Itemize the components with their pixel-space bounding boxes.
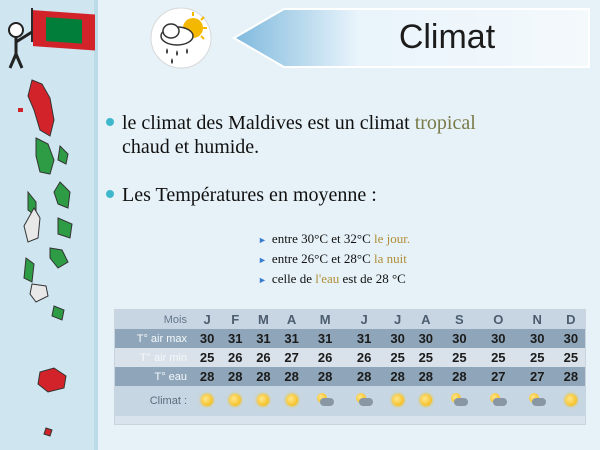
row-label: T° eau [115,367,193,386]
table-cell: 27 [278,348,306,367]
table-cell: 25 [518,348,557,367]
month-cell: J [193,310,221,329]
month-cell: A [412,310,440,329]
table-cell: 28 [345,367,384,386]
sub-item-text: entre 26°C et 28°C [271,251,375,266]
sub-item-highlight: l'eau [315,271,340,286]
climate-cell [557,386,585,416]
partly-cloudy-icon [315,393,335,407]
table-cell: 26 [306,348,345,367]
table-cell: 25 [557,348,585,367]
row-label: Mois [115,310,193,329]
month-cell: J [384,310,412,329]
sun-icon [420,394,432,406]
table-row-air-min [115,348,585,367]
flag-figure-icon [2,2,98,72]
sun-icon [565,394,577,406]
table-cell: 30 [518,329,557,348]
title-banner [232,8,592,68]
sun-icon [286,394,298,406]
table-cell: 28 [193,367,221,386]
row-label: Climat : [115,386,193,416]
climate-table-grid [115,310,585,416]
table-cell: 31 [345,329,384,348]
sub-item-water [258,270,406,289]
arrow-right-icon: ► [258,275,267,285]
month-cell: S [440,310,479,329]
sun-icon [392,394,404,406]
month-cell: M [306,310,345,329]
table-cell: 30 [440,329,479,348]
page-title: Climat [398,18,496,56]
table-cell: 26 [345,348,384,367]
month-cell: M [249,310,277,329]
table-cell: 28 [306,367,345,386]
climate-cell [518,386,557,416]
sun-icon [201,394,213,406]
table-cell: 31 [221,329,249,348]
table-row-air-max [115,329,585,348]
bullet-temperatures-text: Les Températures en moyenne : [122,184,377,206]
table-row-months [115,310,585,329]
bullet-climate-text: le climat des Maldives est un climat [122,112,415,134]
climate-cell [221,386,249,416]
table-cell: 28 [440,367,479,386]
table-cell: 30 [557,329,585,348]
partly-cloudy-icon [527,393,547,407]
climate-cell [278,386,306,416]
bullet-temperatures [122,183,562,207]
climate-cell [345,386,384,416]
sub-item-day [258,230,410,249]
table-row-water [115,367,585,386]
month-cell: F [221,310,249,329]
sub-item-highlight: la nuit [374,251,407,266]
climate-cell [479,386,518,416]
table-cell: 27 [518,367,557,386]
bullet-climate-highlight: tropical [414,112,476,134]
climate-cell [306,386,345,416]
bullet-dot [106,118,114,126]
table-cell: 27 [479,367,518,386]
table-row-climate [115,386,585,416]
month-cell: D [557,310,585,329]
climate-cell [249,386,277,416]
sub-item-highlight: le jour. [374,231,411,246]
sub-item-text: entre 30°C et 32°C [271,231,375,246]
table-cell: 31 [249,329,277,348]
sub-item-text: celle de [271,271,316,286]
maldives-islands-map [6,72,94,444]
bullet-climate [122,111,562,159]
sub-item-text-end: est de 28 °C [339,271,406,286]
month-cell: O [479,310,518,329]
table-cell: 28 [249,367,277,386]
bullet-dot [106,190,114,198]
climate-cell [412,386,440,416]
table-cell: 25 [384,348,412,367]
climate-cell [193,386,221,416]
month-cell: J [345,310,384,329]
climate-table [114,309,586,425]
table-cell: 26 [249,348,277,367]
partly-cloudy-icon [354,393,374,407]
table-cell: 25 [479,348,518,367]
table-cell: 30 [479,329,518,348]
table-cell: 28 [412,367,440,386]
table-cell: 31 [278,329,306,348]
month-cell: N [518,310,557,329]
table-cell: 28 [384,367,412,386]
table-cell: 25 [193,348,221,367]
sub-item-night [258,250,407,269]
table-cell: 30 [384,329,412,348]
table-cell: 26 [221,348,249,367]
table-cell: 28 [221,367,249,386]
row-label: T° air min [115,348,193,367]
partly-cloudy-icon [449,393,469,407]
table-cell: 25 [440,348,479,367]
sun-icon [229,394,241,406]
climate-cell [440,386,479,416]
sun-icon [257,394,269,406]
climate-cell [384,386,412,416]
table-cell: 28 [557,367,585,386]
partly-cloudy-icon [488,393,508,407]
row-label: T° air max [115,329,193,348]
arrow-right-icon: ► [258,235,267,245]
table-cell: 30 [412,329,440,348]
bullet-climate-text-2: chaud et humide. [122,136,260,158]
arrow-right-icon: ► [258,255,267,265]
weather-rain-sun-icon [149,6,213,70]
table-cell: 28 [278,367,306,386]
table-cell: 30 [193,329,221,348]
table-cell: 25 [412,348,440,367]
month-cell: A [278,310,306,329]
table-cell: 31 [306,329,345,348]
